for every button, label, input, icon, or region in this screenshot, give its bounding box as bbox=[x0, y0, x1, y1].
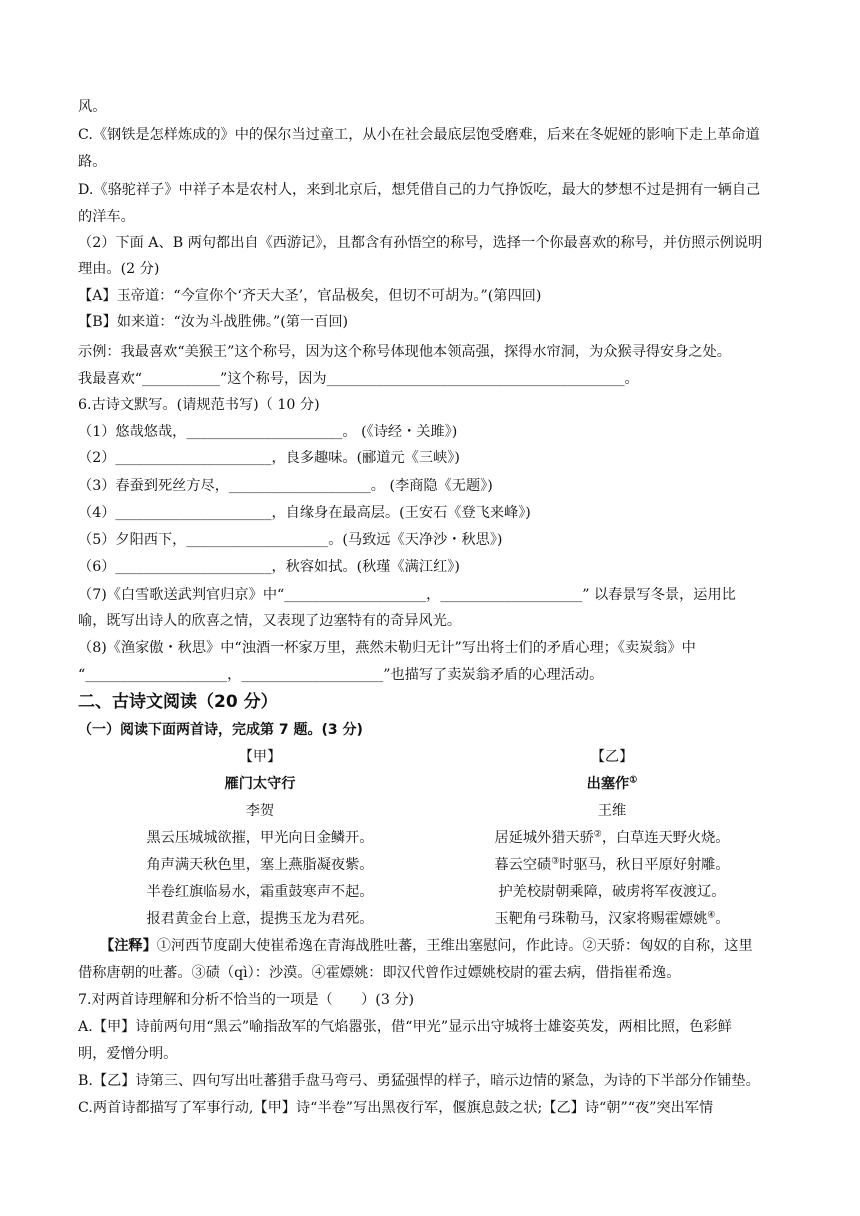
dictation-item: （7)《白雪歌送武判官归京》中“____________________，____________________” 以春景写冬景，运用比 bbox=[78, 587, 736, 603]
option-c: C.两首诗都描写了军事行动,【甲】诗“半卷”写出黑夜行军，偃旗息鼓之状;【乙】诗“朝”“夜”突出军情 bbox=[78, 1100, 714, 1116]
poem-b-line: 暮云空碛③时驱马，秋日平原好射雕。 bbox=[494, 856, 730, 873]
text-line: 理由。(2 分) bbox=[78, 261, 160, 277]
dictation-item: （3）春蚕到死丝方尽，____________________。 (李商隐《无题》) bbox=[78, 478, 493, 494]
text-line: D.《骆驼祥子》中祥子本是农村人，来到北京后，想凭借自己的力气挣饭吃，最大的梦想不过是拥有一辆自己 bbox=[78, 182, 761, 198]
text-line: （2）下面 A、B 两句都出自《西游记》，且都含有孙悟空的称号，选择一个你最喜欢的称号，并仿照示例说明 bbox=[78, 235, 763, 251]
dictation-item: （6）______________________，秋容如拭。(秋瑾《满江红》) bbox=[78, 559, 460, 575]
text-line: 的洋车。 bbox=[78, 209, 135, 225]
dictation-item: （1）悠哉悠哉，______________________。 (《诗经・关雎》) bbox=[78, 424, 458, 440]
poem-a-author: 李贺 bbox=[245, 803, 275, 819]
option-a: A.【甲】诗前两句用“黑云”喻指敌军的气焰嚣张，借“甲光”显示出守城将士雄姿英发，两相比照，色彩鲜 bbox=[78, 1019, 732, 1035]
text-line: C.《钢铁是怎样炼成的》中的保尔当过童工，从小在社会最底层饱受磨难，后来在冬妮娅的影响下走上革命道 bbox=[78, 127, 760, 143]
dictation-item: （2）______________________，良多趣味。(郦道元《三峡》) bbox=[78, 450, 460, 466]
option-a-cont: 明，爱憎分明。 bbox=[78, 1046, 178, 1062]
text-line: 路。 bbox=[78, 154, 107, 170]
poem-a-line: 报君黄金台上意，提携玉龙为君死。 bbox=[146, 911, 374, 927]
dictation-item: （4）______________________，自缘身在最高层。(王安石《登飞来峰》) bbox=[78, 505, 531, 521]
dictation-item: （8)《渔家傲・秋思》中“浊酒一杯家万里，燕然未勒归无计”写出将士们的矛盾心理；《卖炭翁》中 bbox=[78, 640, 696, 656]
text-line: 【A】玉帝道：“今宣你个‘齐天大圣’，官品极矣，但切不可胡为。”(第四回) bbox=[78, 288, 542, 304]
poem-a-line: 角声满天秋色里，塞上燕脂凝夜紫。 bbox=[146, 857, 374, 873]
question-7-stem: 7.对两首诗理解和分析不恰当的一项是（ ）(3 分) bbox=[78, 992, 415, 1008]
text-line: 【B】如来道：“汝为斗战胜佛。”(第一百回) bbox=[78, 314, 349, 330]
poem-b-label: 【乙】 bbox=[590, 749, 634, 765]
annotation-label: 【注释】 bbox=[100, 938, 157, 954]
subsection-title: （一）阅读下面两首诗，完成第 7 题。(3 分) bbox=[78, 722, 363, 738]
poem-a-title: 雁门太守行 bbox=[224, 776, 296, 792]
poem-b-line: 居延城外猎天骄②，白草连天野火烧。 bbox=[494, 829, 730, 846]
poem-a-line: 黑云压城城欲摧，甲光向日金鳞开。 bbox=[146, 830, 374, 846]
text-line: 示例：我最喜欢“美猴王”这个称号，因为这个称号体现他本领高强，探得水帘洞，为众猴寻得安身之处。 bbox=[78, 344, 731, 360]
dictation-item: 喻，既写出诗人的欣喜之情，又表现了边塞特有的奇异风光。 bbox=[78, 613, 462, 629]
dictation-item: （5）夕阳西下，____________________。(马致远《天净沙・秋思》) bbox=[78, 532, 503, 548]
section-title: 二、古诗文阅读（20 分） bbox=[78, 692, 278, 712]
poem-b-title: 出塞作① bbox=[586, 775, 638, 792]
poem-b-line: 玉靶角弓珠勒马，汉家将赐霍嫖姚④。 bbox=[494, 910, 730, 927]
question-6-stem: 6.古诗文默写。(请规范书写)（ 10 分) bbox=[78, 397, 320, 413]
dictation-item: “____________________，____________________”也描写了卖炭翁矛盾的心理活动。 bbox=[78, 667, 604, 683]
answer-blank-line: 我最喜欢“___________”这个称号，因为__________________________________________。 bbox=[78, 371, 639, 387]
poem-b-line: 护羌校尉朝乘障，破虏将军夜渡辽。 bbox=[498, 884, 726, 900]
text-line: 风。 bbox=[78, 99, 107, 115]
poem-b-author: 王维 bbox=[597, 803, 627, 819]
option-b: B.【乙】诗第三、四句写出吐蕃猎手盘马弯弓、勇猛强悍的样子，暗示边情的紧急，为诗的下半部分作铺垫。 bbox=[78, 1073, 760, 1089]
poem-a-line: 半卷红旗临易水，霜重鼓寒声不起。 bbox=[146, 884, 374, 900]
poem-a-label: 【甲】 bbox=[238, 749, 282, 765]
annotation-cont: 借称唐朝的吐蕃。③碛（qì）：沙漠。④霍嫖姚：即汉代曾作过嫖姚校尉的霍去病，借指崔希逸。 bbox=[78, 965, 681, 981]
annotation: 【注释】①河西节度副大使崔希逸在青海战胜吐蕃，王维出塞慰问，作此诗。②天骄：匈奴的自称，这里 bbox=[100, 938, 753, 954]
